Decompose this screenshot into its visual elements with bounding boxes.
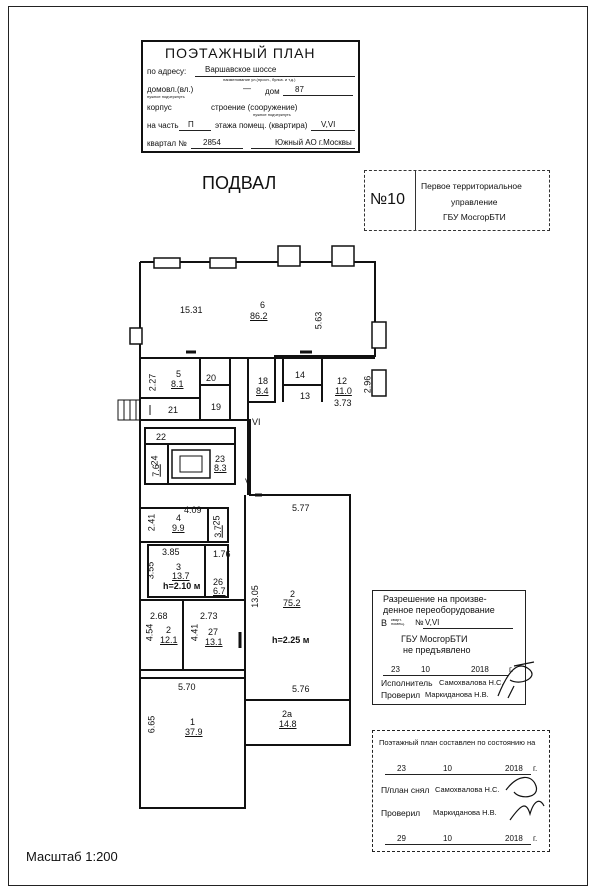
room12-area: 11.0 — [335, 386, 352, 396]
room6-dim-h: 5.63 — [313, 311, 324, 330]
room4-dim-h: 2.41 — [146, 513, 157, 532]
room24-area: 7.6 — [150, 464, 161, 477]
room3-area: 13.7 — [172, 571, 190, 581]
state-date2-day: 29 — [397, 834, 406, 843]
window — [278, 246, 300, 266]
room2-dim-h: 13.05 — [249, 585, 260, 608]
state-date2-suffix: г. — [533, 834, 538, 843]
state-date2-underline — [385, 844, 531, 845]
room27-area: 13.1 — [205, 637, 223, 647]
room13-num: 13 — [300, 391, 311, 401]
premise-vi-label: VI — [252, 417, 261, 427]
permission-in-label: В — [381, 618, 388, 628]
state-date1-day: 23 — [397, 764, 406, 773]
state-checker-label: Проверил — [381, 808, 421, 818]
room5-area: 8.1 — [171, 379, 184, 389]
room4-area: 9.9 — [172, 523, 185, 533]
room18-area: 8.4 — [256, 386, 269, 396]
plan-title: ПОЭТАЖНЫЙ ПЛАН — [165, 45, 316, 61]
permission-date-day: 23 — [391, 665, 400, 674]
state-date2-month: 10 — [443, 834, 452, 843]
building-hint: нужное подчеркнуть — [253, 112, 291, 117]
korpus-label: корпус — [147, 103, 172, 112]
room23-area: 8.3 — [214, 463, 227, 473]
room12-dim-h: 2.96 — [362, 375, 373, 394]
permission-title1: Разрешение на произве- — [383, 594, 487, 604]
state-title: Поэтажный план составлен по состоянию на — [379, 738, 536, 747]
room2-left-num: 2 — [166, 625, 172, 635]
room6-num: 6 — [260, 300, 266, 310]
state-checker-name: Маркиданова Н.В. — [433, 808, 497, 817]
permission-checker-label: Проверил — [381, 690, 421, 700]
window — [372, 370, 386, 396]
address-hint: наименование ул.(просп., бульв. и т.д.) — [223, 77, 296, 82]
address-label: по адресу: — [147, 67, 187, 76]
permission-num-underline — [423, 628, 513, 629]
part-label: на часть — [147, 121, 179, 130]
room27-dim-w: 2.73 — [200, 611, 218, 621]
room20-num: 20 — [206, 373, 217, 383]
room5-dim: 2.27 — [147, 373, 158, 392]
room4-num: 4 — [176, 513, 182, 523]
permission-in-hint: кварт. помещ. — [391, 617, 405, 626]
room2-area: 75.2 — [283, 598, 301, 608]
stamp-line3: ГБУ МосгорБТИ — [443, 212, 506, 222]
stamp-line1: Первое территориальное — [421, 181, 522, 191]
room12-num: 12 — [337, 376, 348, 386]
room18-num: 18 — [258, 376, 269, 386]
window — [154, 258, 180, 268]
permission-date-month: 10 — [421, 665, 430, 674]
room24-num: 24 — [149, 455, 160, 466]
room3-dim-w: 3.85 — [162, 547, 180, 557]
room27-dim-h: 4.41 — [189, 623, 200, 642]
room3-dim-h: 3.55 — [145, 561, 156, 580]
permission-num-label: № — [415, 618, 424, 627]
shaft-inner — [180, 456, 202, 472]
room25-num: 25 — [211, 515, 222, 526]
room26-area: 6.7 — [213, 586, 226, 596]
permission-date-suffix: г. — [509, 665, 514, 674]
room2-left-dim-w: 2.68 — [150, 611, 168, 621]
permission-date-year: 2018 — [471, 665, 489, 674]
room2-num: 2 — [290, 589, 296, 599]
state-removed-name: Самохвалова Н.С. — [435, 785, 500, 794]
premise-v-label: V — [245, 477, 252, 487]
district-value: Южный АО г.Москвы — [275, 138, 352, 147]
state-date1-suffix: г. — [533, 764, 538, 773]
building-label: строение (сооружение) — [211, 103, 298, 112]
room27-num: 27 — [208, 627, 219, 637]
state-date2-year: 2018 — [505, 834, 523, 843]
permission-num-value: V,VI — [425, 618, 440, 627]
stairs — [118, 400, 140, 420]
room1-area: 37.9 — [185, 727, 203, 737]
house-label: домовл.(вл.) — [147, 85, 194, 94]
state-removed-label: П/план снял — [381, 785, 430, 795]
room23-num: 23 — [215, 454, 226, 464]
window — [332, 246, 354, 266]
stamp-line2: управление — [451, 197, 498, 207]
room6-area: 86.2 — [250, 311, 268, 321]
permission-executor-name: Самохвалова Н.С. — [439, 678, 504, 687]
quarter-label: квартал № — [147, 139, 187, 148]
window — [372, 322, 386, 348]
permission-title2: денное переоборудование — [383, 605, 495, 615]
state-date1-year: 2018 — [505, 764, 523, 773]
permission-status: не предъявлено — [403, 645, 471, 655]
premises-value: V,VI — [321, 120, 336, 129]
room26-dim: 1.76 — [213, 549, 231, 559]
room1-dim-w: 5.70 — [178, 682, 196, 692]
signature-executor — [490, 656, 550, 706]
shaft — [172, 450, 210, 478]
room3-height: h=2.10 м — [163, 581, 201, 591]
room3-num: 3 — [176, 562, 182, 572]
signature-checker — [500, 770, 550, 830]
address-value: Варшавское шоссе — [205, 65, 277, 74]
room2-left-area: 12.1 — [160, 635, 178, 645]
room2a-area: 14.8 — [279, 719, 297, 729]
permission-org: ГБУ МосгорБТИ — [401, 634, 468, 644]
room22-num: 22 — [156, 432, 167, 442]
permission-executor-label: Исполнитель — [381, 678, 433, 688]
window — [210, 258, 236, 268]
house-hint: нужное подчеркнуть — [147, 94, 185, 99]
room14-num: 14 — [295, 370, 306, 380]
quarter-value: 2854 — [203, 138, 221, 147]
permission-checker-name: Маркиданова Н.В. — [425, 690, 489, 699]
room25-area: 3.7 — [212, 525, 223, 538]
room2-left-dim-h: 4.54 — [144, 623, 155, 642]
outer-wall — [140, 262, 375, 808]
window — [130, 328, 142, 344]
dom-value: 87 — [295, 85, 304, 94]
room2-dim-w: 5.77 — [292, 503, 310, 513]
room12-dim-w: 3.73 — [334, 398, 352, 408]
room1-num: 1 — [190, 717, 196, 727]
room2-height: h=2.25 м — [272, 635, 310, 645]
room21-num: 21 — [168, 405, 179, 415]
state-date1-month: 10 — [443, 764, 452, 773]
room19-num: 19 — [211, 402, 222, 412]
scale-label: Масштаб 1:200 — [26, 849, 118, 864]
house-value: — — [243, 84, 251, 93]
part-value: П — [188, 120, 194, 129]
room5-num: 5 — [176, 369, 182, 379]
room1-dim-h: 6.65 — [146, 715, 157, 734]
floor-title: ПОДВАЛ — [202, 173, 277, 193]
dom-label: дом — [265, 87, 280, 96]
room2a-num: 2а — [282, 709, 293, 719]
premises-label: этажа помещ. (квартира) — [215, 121, 308, 130]
room6-dim-w: 15.31 — [180, 305, 203, 315]
stamp-number: №10 — [370, 191, 405, 208]
room2a-dim-w: 5.76 — [292, 684, 310, 694]
wall — [140, 678, 245, 808]
room4-dim-w: 4.09 — [184, 505, 202, 515]
room26-num: 26 — [213, 577, 224, 587]
